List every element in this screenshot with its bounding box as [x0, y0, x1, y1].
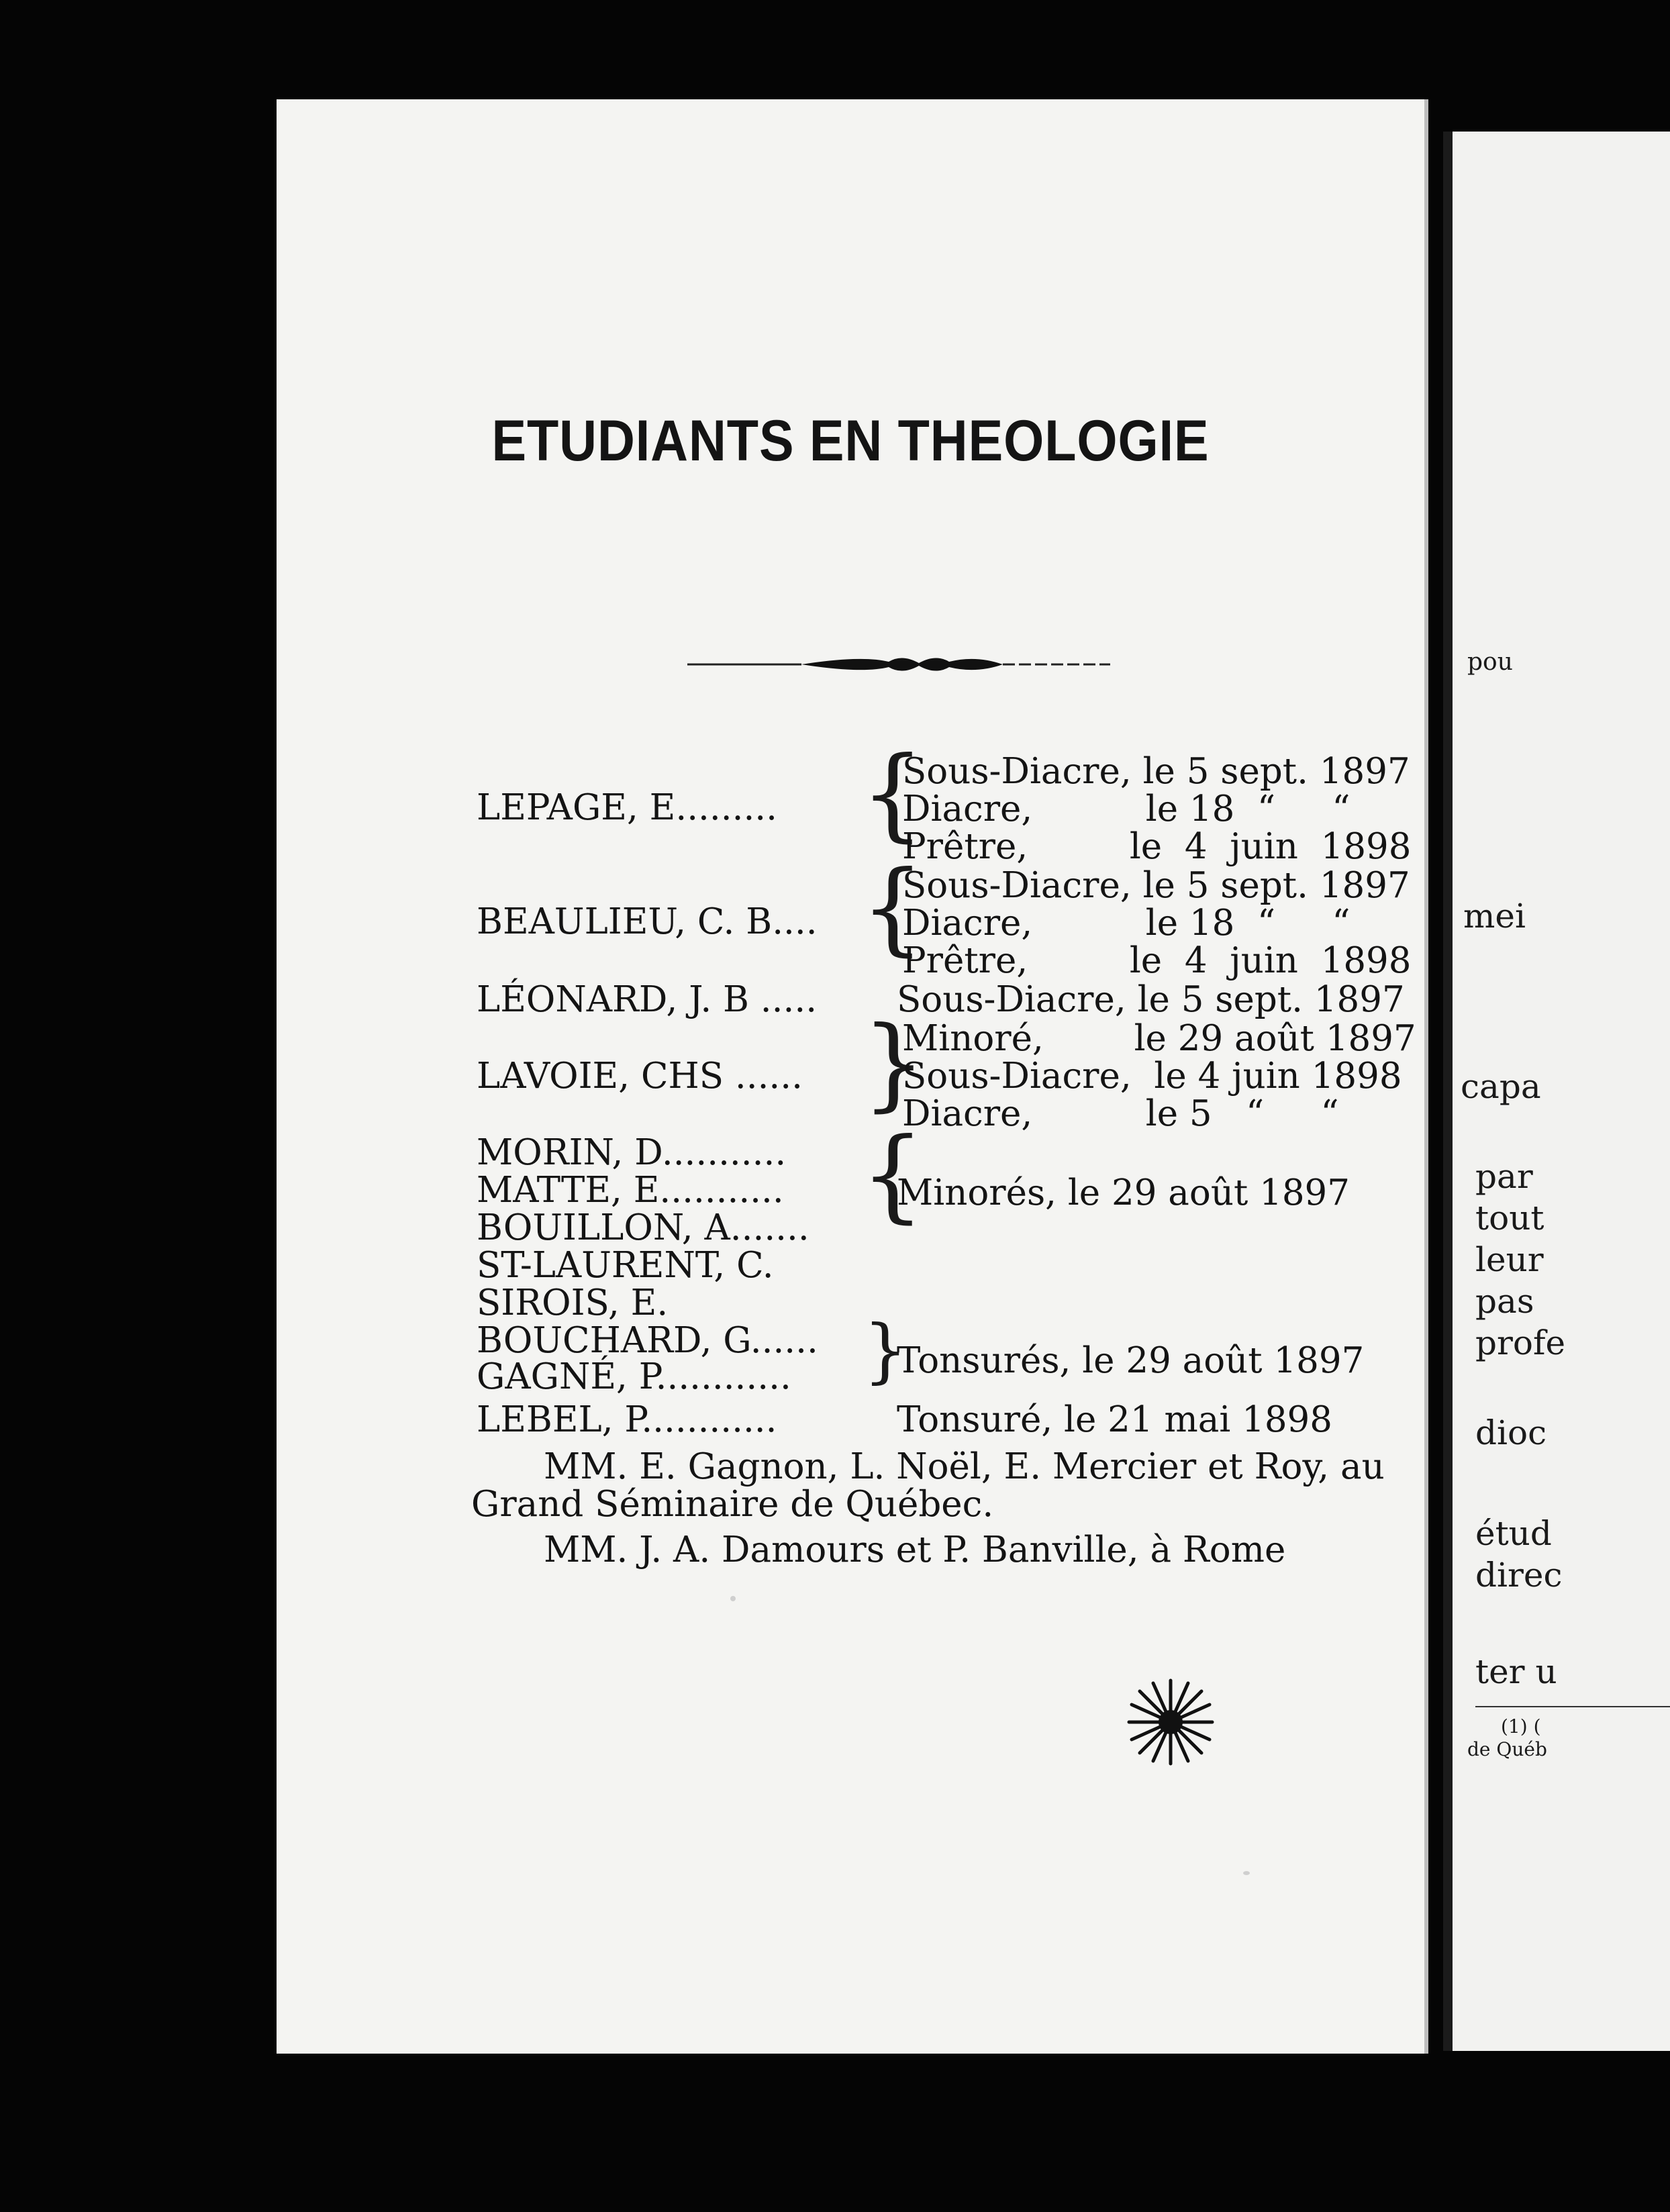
student-name: BEAULIEU, C. B....: [477, 901, 818, 942]
fragment-text: profe: [1475, 1323, 1566, 1362]
student-name: LEPAGE, E.........: [477, 787, 777, 828]
fragment-text: mei: [1463, 897, 1526, 936]
brace-icon: {: [861, 1117, 925, 1234]
starburst-ornament-icon: [1124, 1675, 1218, 1769]
ordination-line: Diacre, le 18 “ “: [902, 789, 1350, 830]
ordination-line: Minoré, le 29 août 1897: [902, 1018, 1416, 1059]
brace-icon: }: [863, 1309, 908, 1391]
ordination-line: Prêtre, le 4 juin 1898: [902, 826, 1412, 867]
right-page-fragment: [1443, 132, 1670, 2051]
seminary-note-line: Grand Séminaire de Québec.: [471, 1484, 994, 1525]
brace-icon: {: [861, 736, 925, 852]
paper-speck: [1243, 1871, 1250, 1875]
student-name: MORIN, D...........: [477, 1132, 787, 1173]
student-name: LAVOIE, CHS ......: [477, 1056, 803, 1097]
ordination-line: Diacre, le 5 “ “: [902, 1093, 1339, 1134]
paper-speck: [730, 1596, 736, 1601]
footnote-rule: [1475, 1706, 1670, 1707]
ordination-line: Tonsuré, le 21 mai 1898: [897, 1399, 1332, 1440]
ordination-line: Sous-Diacre, le 5 sept. 1897: [897, 979, 1405, 1020]
ordination-line: Sous-Diacre, le 5 sept. 1897: [902, 751, 1410, 792]
left-page: [277, 99, 1428, 2054]
student-name: MATTE, E...........: [477, 1170, 784, 1211]
fragment-text: capa: [1461, 1067, 1541, 1106]
student-name: ST-LAURENT, C.: [477, 1245, 774, 1286]
fragment-text: de Québ: [1467, 1738, 1547, 1760]
student-name: SIROIS, E.: [477, 1283, 669, 1323]
fragment-text: tout: [1475, 1199, 1544, 1238]
ordination-line: Prêtre, le 4 juin 1898: [902, 940, 1412, 981]
fragment-text: étud: [1475, 1514, 1552, 1553]
page-title: ETUDIANTS EN THEOLOGIE: [491, 409, 1210, 473]
fragment-text: dioc: [1475, 1413, 1547, 1452]
ordination-line: Tonsurés, le 29 août 1897: [897, 1340, 1365, 1381]
student-name: BOUCHARD, G......: [477, 1320, 818, 1361]
student-name: GAGNÉ, P............: [477, 1356, 791, 1397]
student-name: BOUILLON, A.......: [477, 1207, 809, 1248]
fragment-text: leur: [1475, 1240, 1544, 1279]
fragment-text: pas: [1475, 1282, 1534, 1321]
fragment-text: (1) (: [1501, 1715, 1541, 1738]
brace-icon: {: [861, 850, 925, 966]
ordination-line: Sous-Diacre, le 4 juin 1898: [902, 1056, 1402, 1097]
student-name: LÉONARD, J. B .....: [477, 979, 818, 1020]
fragment-text: par: [1475, 1157, 1533, 1196]
ordination-line: Minorés, le 29 août 1897: [897, 1172, 1350, 1213]
brace-icon: }: [862, 1005, 926, 1122]
fragment-text: pou: [1467, 648, 1513, 676]
ordination-line: Sous-Diacre, le 5 sept. 1897: [902, 865, 1410, 906]
rome-note: MM. J. A. Damours et P. Banville, à Rome: [544, 1529, 1286, 1570]
fragment-text: ter u: [1475, 1652, 1557, 1691]
ordination-line: Diacre, le 18 “ “: [902, 903, 1350, 944]
fragment-text: direc: [1475, 1556, 1563, 1595]
student-name: LEBEL, P............: [477, 1399, 777, 1440]
ornament-divider-icon: [687, 650, 1110, 679]
seminary-note-line: MM. E. Gagnon, L. Noël, E. Mercier et Roy, au: [544, 1446, 1385, 1487]
